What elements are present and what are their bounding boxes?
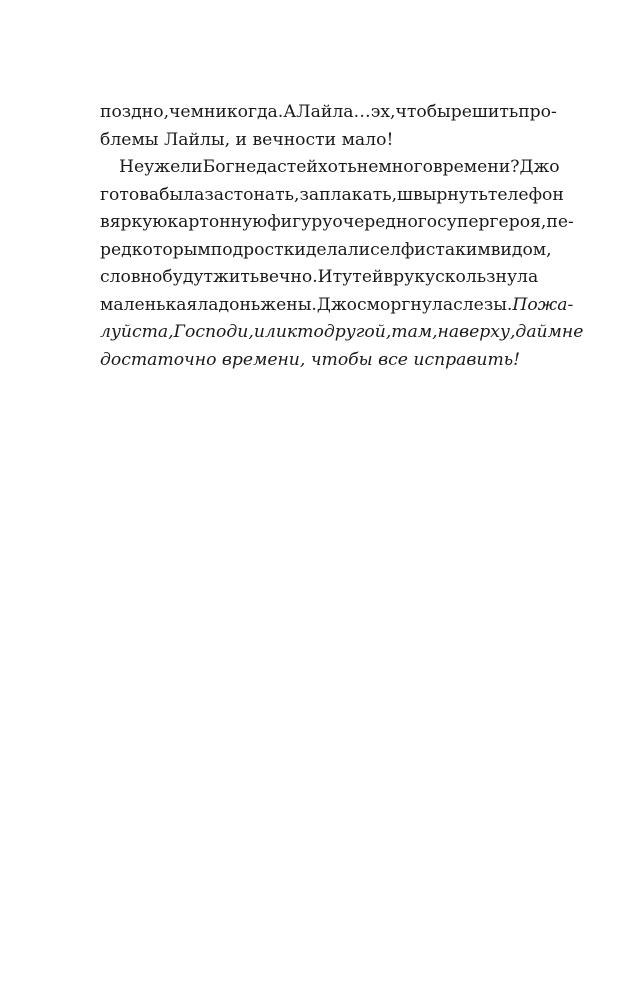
word: кто xyxy=(286,322,324,342)
italic-text-line xyxy=(100,319,584,347)
word: Джо xyxy=(316,294,358,315)
word: словно xyxy=(100,267,163,287)
word: яркую xyxy=(109,212,168,232)
word: ладонь xyxy=(197,294,261,315)
word: фигуру xyxy=(267,212,333,232)
word: тут xyxy=(332,267,362,287)
word: картонную xyxy=(167,212,268,232)
word: там, xyxy=(391,322,438,342)
word: даст xyxy=(256,157,297,177)
word: Лайла… xyxy=(296,102,371,122)
word: другой, xyxy=(323,322,392,342)
word: будут xyxy=(162,267,214,287)
word: с xyxy=(425,239,436,260)
word: чтобы xyxy=(395,102,451,122)
word: все xyxy=(378,349,408,370)
word: телефон xyxy=(487,184,564,205)
word: которым xyxy=(131,239,211,260)
word: пе- xyxy=(546,212,574,232)
paragraph-2 xyxy=(100,154,584,374)
word: поздно, xyxy=(100,102,170,122)
word: времени? xyxy=(432,157,520,177)
word: А xyxy=(283,102,297,122)
word: слезы. xyxy=(453,294,513,315)
word: не xyxy=(234,157,257,177)
text-line xyxy=(100,209,574,237)
word: дай xyxy=(515,322,548,342)
word: скользнула xyxy=(435,267,539,287)
text-line xyxy=(100,182,564,210)
word: маленькая xyxy=(100,294,198,315)
word: швырнуть xyxy=(397,184,488,205)
word: чтобы xyxy=(310,349,373,370)
text-line xyxy=(100,292,574,320)
word: Джо xyxy=(519,157,560,177)
word: Господи, xyxy=(173,322,254,342)
word: хоть xyxy=(317,157,357,177)
text-line xyxy=(100,99,557,127)
word: ред xyxy=(100,239,132,260)
italic-text-line xyxy=(100,347,520,375)
word: подростки xyxy=(210,239,306,260)
word: видом, xyxy=(490,239,552,260)
word: ей xyxy=(361,267,384,287)
paragraph-1 xyxy=(100,99,557,154)
word: Бог xyxy=(202,157,235,177)
word: делали xyxy=(305,239,371,260)
italic-word: Пожа- xyxy=(512,294,574,315)
word: или xyxy=(253,322,287,342)
word: в xyxy=(100,212,110,232)
word: Неужели xyxy=(119,157,203,177)
text-line xyxy=(100,127,520,155)
word: исправить! xyxy=(413,349,521,370)
word: в xyxy=(383,267,394,287)
word: Лайлы, xyxy=(163,129,231,150)
word: жить xyxy=(213,267,260,287)
body-text xyxy=(100,99,584,374)
word: про- xyxy=(518,102,557,122)
word: мало! xyxy=(341,129,394,150)
word: наверху, xyxy=(437,322,516,342)
word: сморгнула xyxy=(357,294,454,315)
text-line xyxy=(100,237,552,265)
word: готова xyxy=(100,184,160,205)
word: была xyxy=(159,184,205,205)
word: застонать, xyxy=(204,184,300,205)
word: И xyxy=(317,267,333,287)
text-line xyxy=(100,154,560,182)
word: заплакать, xyxy=(299,184,398,205)
word: очередного xyxy=(332,212,438,232)
word: эх, xyxy=(370,102,396,122)
word: и xyxy=(235,129,248,150)
word: никогда. xyxy=(203,102,284,122)
word: руку xyxy=(393,267,436,287)
word: ей xyxy=(296,157,318,177)
word: немного xyxy=(356,157,433,177)
word: луйста, xyxy=(100,322,174,342)
text-line xyxy=(100,264,539,292)
word: мне xyxy=(547,322,584,342)
word: блемы xyxy=(100,129,159,150)
word: вечности xyxy=(252,129,337,150)
word: решить xyxy=(450,102,519,122)
word: времени, xyxy=(221,349,306,370)
word: достаточно xyxy=(100,349,217,370)
word: вечно. xyxy=(259,267,318,287)
word: таким xyxy=(435,239,491,260)
word: супергероя, xyxy=(437,212,547,232)
word: чем xyxy=(169,102,204,122)
word: селфи xyxy=(370,239,426,260)
word: жены. xyxy=(260,294,317,315)
